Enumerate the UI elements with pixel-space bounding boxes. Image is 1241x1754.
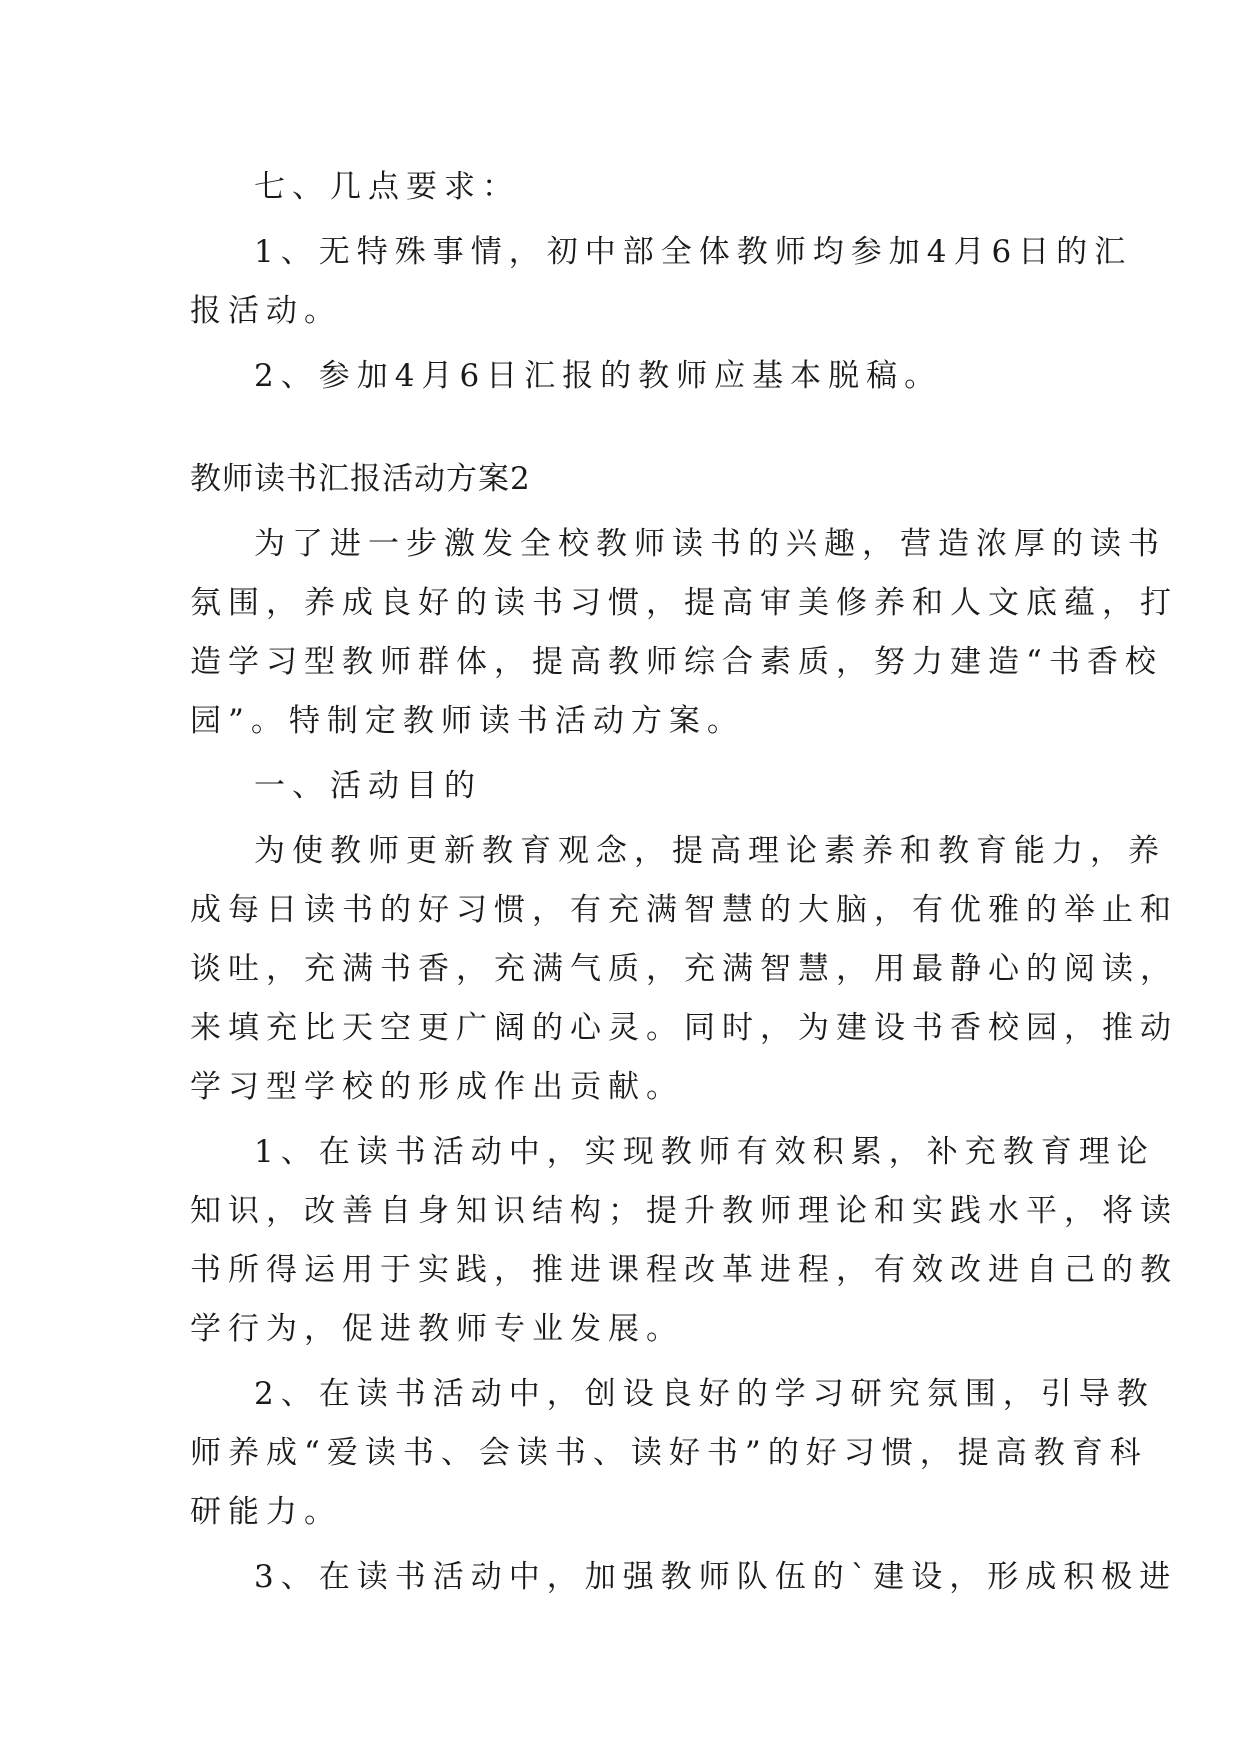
purpose-heading: 一、活动目的 bbox=[254, 768, 482, 804]
intro-line-2: 氛围，养成良好的读书习惯，提高审美修养和人文底蕴，打 bbox=[190, 585, 1178, 621]
requirement-1-line-2: 报活动。 bbox=[190, 293, 342, 329]
purpose-line-4: 来填充比天空更广阔的心灵。同时，为建设书香校园，推动 bbox=[190, 1010, 1178, 1046]
point-2-line-3: 研能力。 bbox=[190, 1494, 342, 1530]
purpose-line-5: 学习型学校的形成作出贡献。 bbox=[190, 1069, 684, 1105]
requirement-2-line-1: 2、参加4月6日汇报的教师应基本脱稿。 bbox=[254, 358, 943, 394]
purpose-line-2: 成每日读书的好习惯，有充满智慧的大脑，有优雅的举止和 bbox=[190, 892, 1178, 928]
requirements-heading: 七、几点要求： bbox=[254, 169, 520, 205]
point-2-line-1: 2、在读书活动中，创设良好的学习研究氛围，引导教 bbox=[254, 1376, 1155, 1412]
document-body bbox=[190, 158, 1178, 1607]
plan-title: 教师读书汇报活动方案2 bbox=[190, 461, 531, 497]
intro-line-3: 造学习型教师群体，提高教师综合素质，努力建造“书香校 bbox=[190, 644, 1163, 680]
purpose-line-1: 为使教师更新教育观念，提高理论素养和教育能力，养 bbox=[254, 833, 1166, 869]
point-1-line-1: 1、在读书活动中，实现教师有效积累，补充教育理论 bbox=[254, 1134, 1155, 1170]
intro-line-4: 园”。特制定教师读书活动方案。 bbox=[190, 703, 745, 739]
purpose-line-3: 谈吐，充满书香，充满气质，充满智慧，用最静心的阅读， bbox=[190, 951, 1178, 987]
intro-line-1: 为了进一步激发全校教师读书的兴趣，营造浓厚的读书 bbox=[254, 526, 1166, 562]
point-1-line-2: 知识，改善自身知识结构；提升教师理论和实践水平，将读 bbox=[190, 1193, 1178, 1229]
point-2-line-2: 师养成“爱读书、会读书、读好书”的好习惯，提高教育科 bbox=[190, 1435, 1148, 1471]
point-1-line-4: 学行为，促进教师专业发展。 bbox=[190, 1311, 684, 1347]
requirement-1-line-1: 1、无特殊事情，初中部全体教师均参加4月6日的汇 bbox=[254, 234, 1133, 270]
point-1-line-3: 书所得运用于实践，推进课程改革进程，有效改进自己的教 bbox=[190, 1252, 1178, 1288]
point-3-line-1: 3、在读书活动中，加强教师队伍的`建设，形成积极进 bbox=[254, 1559, 1178, 1595]
